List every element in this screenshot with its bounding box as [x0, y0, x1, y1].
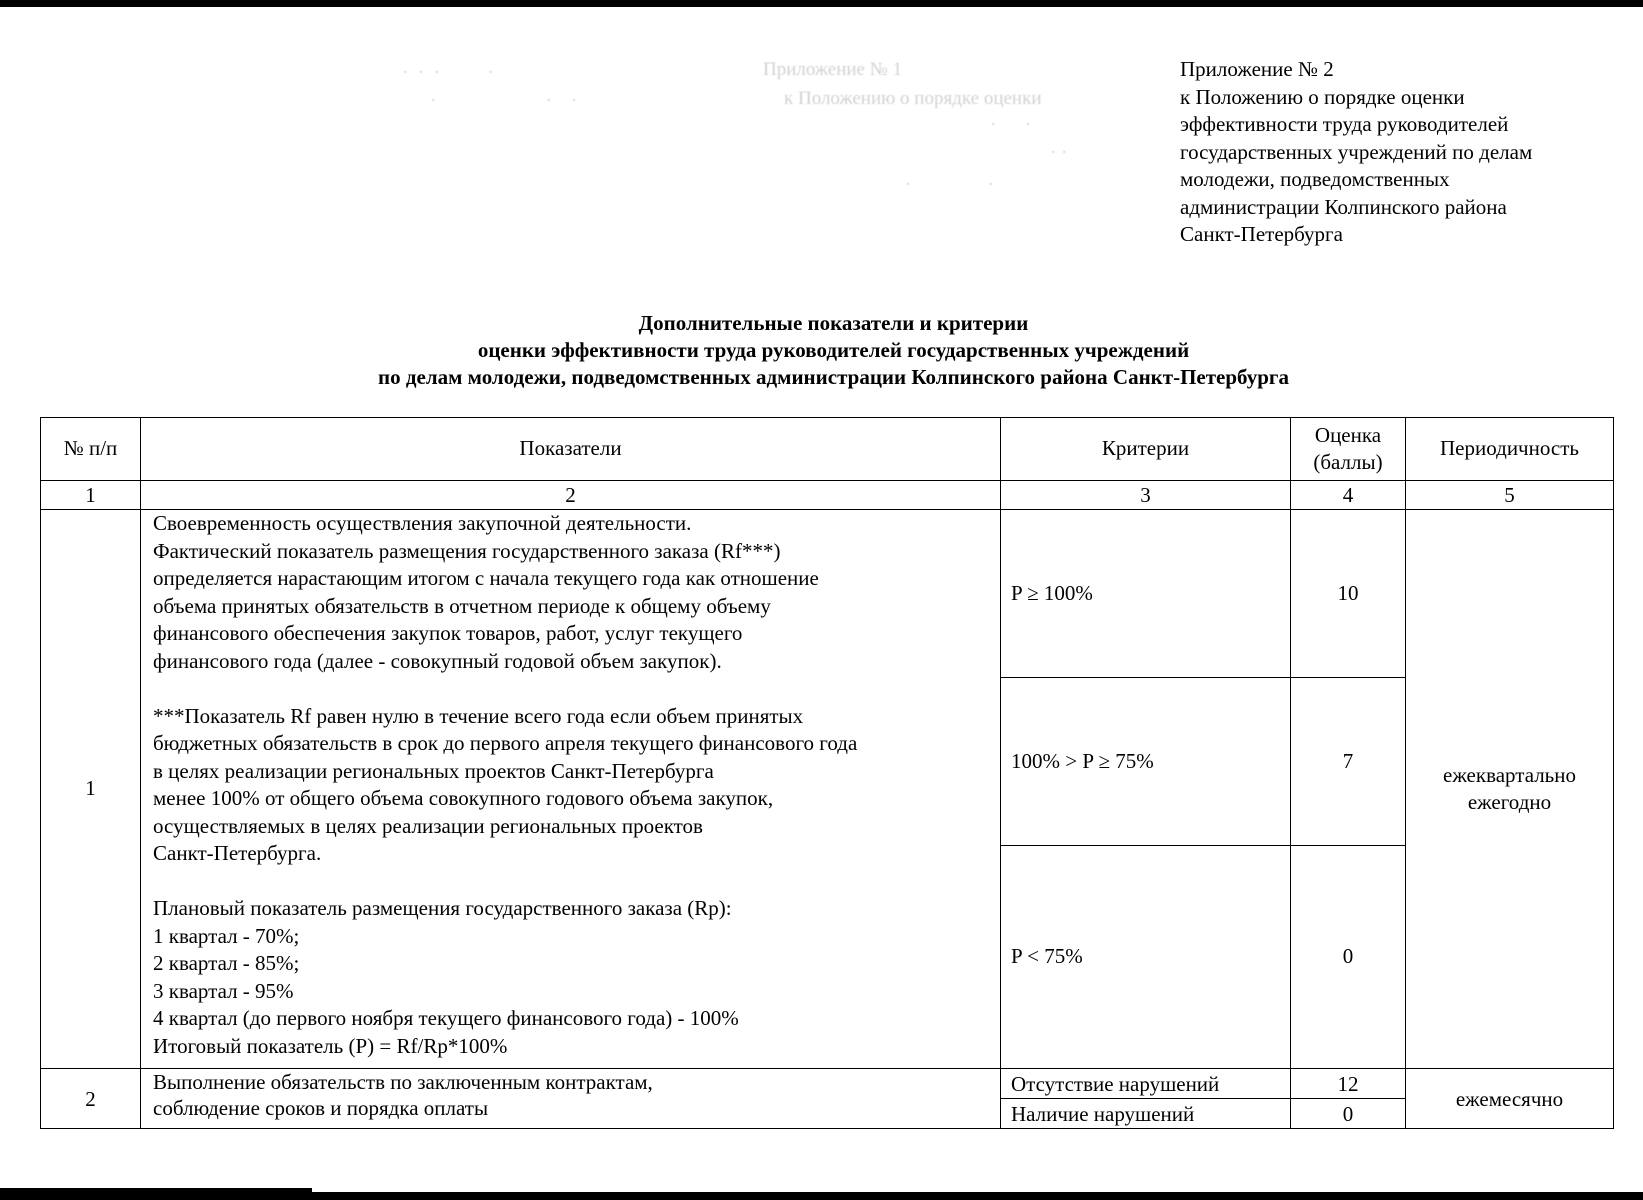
faded-scan-text: · · [990, 114, 1032, 135]
title-line: оценки эффективности труда руководителей государственных учреждений [477, 338, 1190, 362]
row-number: 2 [41, 1069, 141, 1129]
appendix-line: к Положению о порядке оценки [1180, 84, 1465, 109]
criterion-cell: 100% > P ≥ 75% [1001, 678, 1291, 846]
header-score: Оценка (баллы) [1291, 418, 1406, 481]
score-cell: 10 [1291, 510, 1406, 678]
header-num: № п/п [41, 418, 141, 481]
appendix-header [1180, 56, 1610, 249]
score-cell: 12 [1291, 1069, 1406, 1099]
indicator-line: бюджетных обязательств в срок до первого апреля текущего финансового года [153, 731, 858, 755]
indicator-line: осуществляемых в целях реализации региональных проектов [153, 813, 703, 838]
column-number: 4 [1291, 481, 1406, 510]
faded-scan-text: · · [905, 174, 994, 195]
header-criteria: Критерии [1001, 418, 1291, 481]
indicator-line: 4 квартал (до первого ноября текущего финансового года) - 100% [153, 1006, 739, 1030]
periodicity-cell [1406, 510, 1614, 1069]
indicator-line: Своевременность осуществления закупочной деятельности. [153, 511, 692, 535]
indicator-line: 1 квартал - 70%; [153, 923, 300, 948]
faded-scan-text: к Положению о порядке оценки [784, 88, 1042, 109]
appendix-line: государственных учреждений по делам [1180, 139, 1533, 164]
paragraph-gap [153, 675, 992, 703]
appendix-line: администрации Колпинского района [1180, 194, 1507, 219]
indicator-line: финансового года (далее - совокупный годовой объем закупок). [153, 648, 722, 673]
table-row [41, 1069, 1614, 1099]
criterion-cell: Отсутствие нарушений [1001, 1069, 1291, 1099]
header-indicators: Показатели [141, 418, 1001, 481]
appendix-line: эффективности труда руководителей [1180, 112, 1509, 136]
indicator-line: Итоговый показатель (P) = Rf/Rp*100% [153, 1033, 508, 1058]
periodicity-line: ежегодно [1467, 790, 1552, 814]
criteria-table [40, 417, 1614, 1129]
indicator-line: 3 квартал - 95% [153, 978, 294, 1003]
indicator-line: Выполнение обязательств по заключенным контрактам, [153, 1070, 653, 1094]
column-number: 1 [41, 481, 141, 510]
appendix-line: Санкт-Петербурга [1180, 222, 1343, 246]
scan-top-border [0, 0, 1643, 7]
header-periodicity: Периодичность [1406, 418, 1614, 481]
indicator-line: менее 100% от общего объема совокупного годового объема закупок, [153, 786, 774, 810]
scan-bottom-border [312, 1192, 1643, 1200]
indicator-line: Фактический показатель размещения государственного заказа (Rf***) [153, 538, 781, 563]
criterion-cell: P ≥ 100% [1001, 510, 1291, 678]
score-cell: 7 [1291, 678, 1406, 846]
indicator-line: в целях реализации региональных проектов Санкт-Петербурга [153, 758, 714, 783]
indicator-line: ***Показатель Rf равен нулю в течение всего года если объем принятых [153, 703, 804, 728]
score-cell: 0 [1291, 846, 1406, 1069]
criterion-cell: Наличие нарушений [1001, 1099, 1291, 1129]
faded-scan-text: · · · [430, 90, 578, 111]
paragraph-gap [153, 868, 992, 896]
score-cell: 0 [1291, 1099, 1406, 1129]
indicator-line: финансового обеспечения закупок товаров, работ, услуг текущего [153, 621, 743, 645]
faded-scan-text: · · [1050, 142, 1068, 163]
table-row [41, 510, 1614, 678]
document-title [40, 310, 1627, 391]
periodicity-line: ежеквартально [1443, 762, 1576, 787]
faded-scan-text: Приложение № 1 [763, 59, 903, 80]
column-number-row [41, 481, 1614, 510]
periodicity-cell: ежемесячно [1406, 1069, 1614, 1129]
indicator-line: определяется нарастающим итогом с начала текущего года как отношение [153, 566, 819, 590]
column-number: 2 [141, 481, 1001, 510]
appendix-line: Приложение № 2 [1180, 57, 1334, 81]
title-line: Дополнительные показатели и критерии [638, 311, 1029, 335]
table-header-row [41, 418, 1614, 481]
indicator-line: 2 квартал - 85%; [153, 951, 300, 975]
indicator-line: Санкт-Петербурга. [153, 841, 322, 865]
indicator-line: соблюдение сроков и порядка оплаты [153, 1096, 489, 1120]
indicator-line: Плановый показатель размещения государственного заказа (Rp): [153, 896, 732, 920]
indicator-cell [141, 510, 1001, 1069]
column-number: 5 [1406, 481, 1614, 510]
title-line: по делам молодежи, подведомственных администрации Колпинского района Санкт-Петербурга [378, 365, 1289, 389]
criterion-cell: P < 75% [1001, 846, 1291, 1069]
indicator-cell [141, 1069, 1001, 1129]
faded-scan-text: · · · · [402, 62, 494, 83]
row-number: 1 [41, 510, 141, 1069]
scan-bottom-border [0, 1188, 312, 1200]
appendix-line: молодежи, подведомственных [1180, 167, 1450, 191]
indicator-line: объема принятых обязательств в отчетном периоде к общему объему [153, 593, 771, 618]
column-number: 3 [1001, 481, 1291, 510]
